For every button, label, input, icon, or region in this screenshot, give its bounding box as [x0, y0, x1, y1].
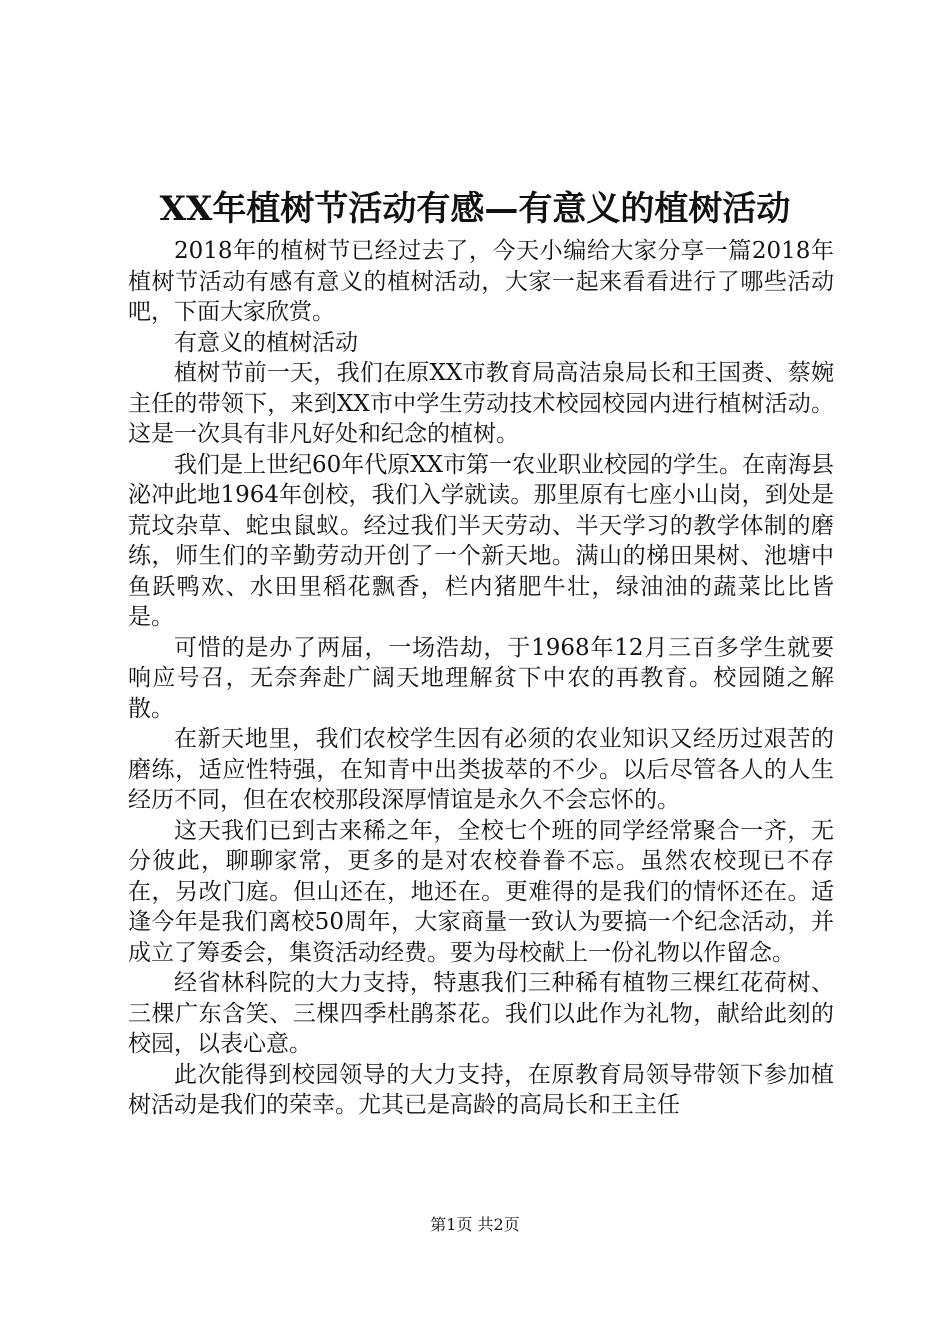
paragraph: 经省林科院的大力支持，特惠我们三种稀有植物三棵红花荷树、三棵广东含笑、三棵四季杜鹃茶花。我们以此作为礼物，献给此刻的校园，以表心意。: [128, 970, 834, 1057]
document-title: XX年植树节活动有感—有意义的植树活动: [159, 189, 791, 229]
paragraph: 此次能得到校园领导的大力支持，在原教育局领导带领下参加植树活动是我们的荣幸。尤其已是高龄的高局长和王主任: [128, 1061, 834, 1118]
paragraph: 在新天地里，我们农校学生因有必须的农业知识又经历过艰苦的磨练，适应性特强，在知青中出类拔萃的不少。以后尽管各人的人生经历不同，但在农校那段深厚情谊是永久不会忘怀的。: [128, 726, 834, 813]
page-number-footer: 第1页 共2页: [430, 1215, 520, 1234]
paragraph: 这天我们已到古来稀之年，全校七个班的同学经常聚合一齐，无分彼此，聊聊家常，更多的是对农校眷眷不忘。虽然农校现已不存在，另改门庭。但山还在，地还在。更难得的是我们的情怀还在。适逢今年是我们离校50周年，大家商量一致认为要搞一个纪念活动，并成立了筹委会，集资活动经费。要为母校献上一份礼物以作留念。: [128, 817, 834, 966]
paragraph-intro: 2018年的植树节已经过去了，今天小编给大家分享一篇2018年植树节活动有感有意义的植树活动，大家一起来看看进行了哪些活动吧，下面大家欣赏。: [128, 238, 834, 325]
paragraph-subheading: 有意义的植树活动: [174, 329, 358, 356]
document-body: [128, 236, 834, 1121]
paragraph: 我们是上世纪60年代原XX市第一农业职业校园的学生。在南海县泌冲此地1964年创校，我们入学就读。那里原有七座小山岗，到处是荒坟杂草、蛇虫鼠蚁。经过我们半天劳动、半天学习的教学体制的磨练，师生们的辛勤劳动开创了一个新天地。满山的梯田果树、池塘中鱼跃鸭欢、水田里稻花飘香，栏内猪肥牛壮，绿油油的蔬菜比比皆是。: [128, 451, 835, 630]
paragraph: 可惜的是办了两届，一场浩劫，于1968年12月三百多学生就要响应号召，无奈奔赴广阔天地理解贫下中农的再教育。校园随之解散。: [128, 634, 834, 722]
paragraph: 植树节前一天，我们在原XX市教育局高洁泉局长和王国赉、蔡婉主任的带领下，来到XX市中学生劳动技术校园校园内进行植树活动。这是一次具有非凡好处和纪念的植树。: [128, 360, 834, 447]
